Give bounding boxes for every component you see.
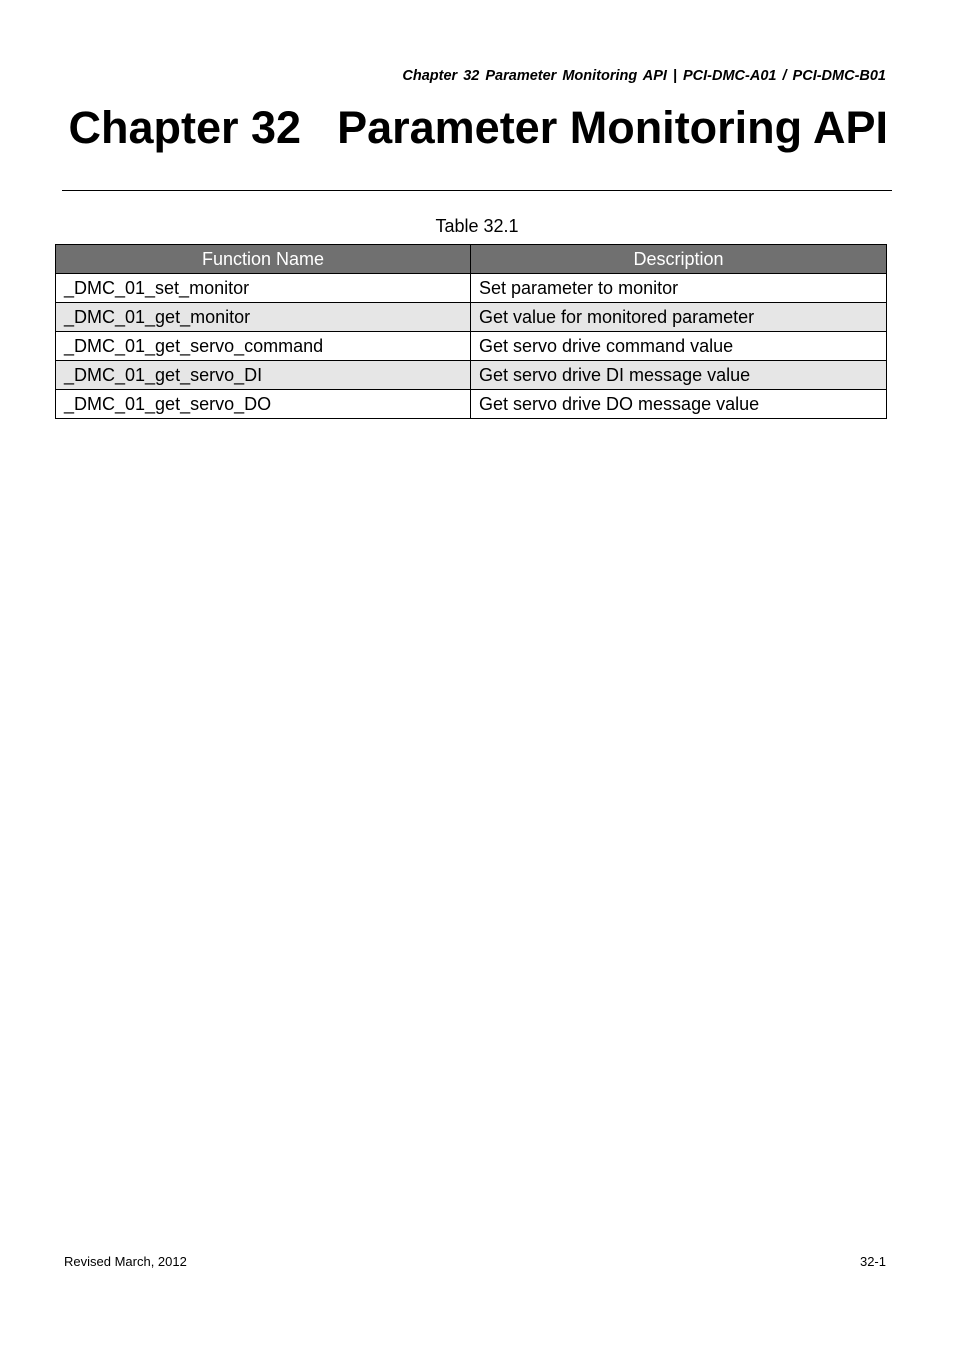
page-number: 32-1 (859, 1254, 886, 1269)
title-divider (62, 190, 892, 191)
table-row (56, 274, 887, 303)
description-cell: Set parameter to monitor (471, 274, 887, 303)
column-header-description: Description (471, 245, 887, 274)
table-row (56, 332, 887, 361)
table-header-row (56, 245, 887, 274)
description-cell: Get servo drive DI message value (471, 361, 887, 390)
chapter-heading-text: Parameter Monitoring API (337, 102, 888, 153)
column-header-function-name: Function Name (56, 245, 471, 274)
revision-date: Revised March, 2012 (64, 1254, 187, 1269)
function-name-cell: _DMC_01_get_monitor (56, 303, 471, 332)
chapter-number: Chapter 32 (68, 102, 302, 153)
table-row (56, 303, 887, 332)
table-caption: Table 32.1 (435, 216, 519, 236)
function-name-cell: _DMC_01_set_monitor (56, 274, 471, 303)
description-cell: Get servo drive DO message value (471, 390, 887, 419)
function-name-cell: _DMC_01_get_servo_command (56, 332, 471, 361)
function-name-cell: _DMC_01_get_servo_DO (56, 390, 471, 419)
running-header: Chapter 32 Parameter Monitoring API | PCI-DMC-A01 / PCI-DMC-B01 (402, 68, 886, 84)
table-row (56, 361, 887, 390)
function-table (55, 244, 887, 419)
description-cell: Get servo drive command value (471, 332, 887, 361)
table-row (56, 390, 887, 419)
chapter-title (68, 100, 888, 156)
function-name-cell: _DMC_01_get_servo_DI (56, 361, 471, 390)
description-cell: Get value for monitored parameter (471, 303, 887, 332)
